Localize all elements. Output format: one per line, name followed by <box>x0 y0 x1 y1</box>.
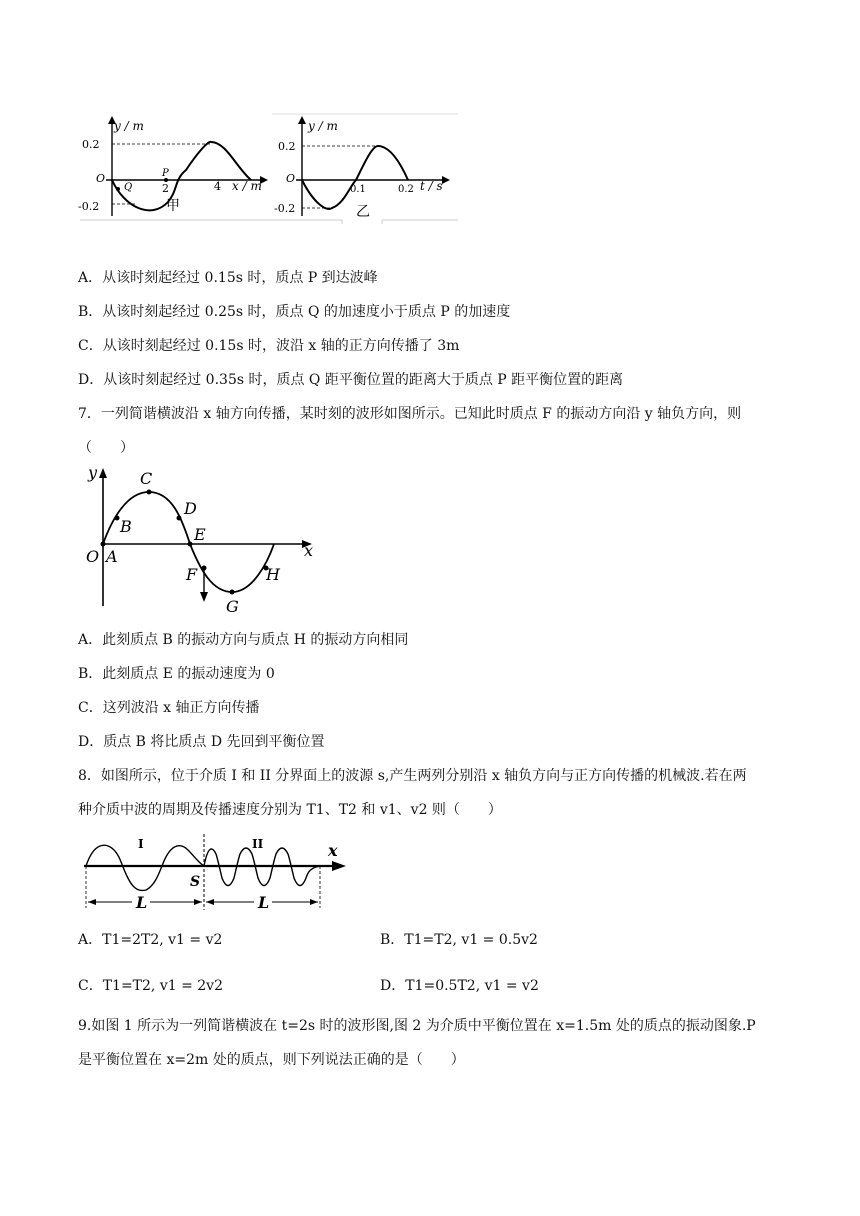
q8-option-d: D．T1=0.5T2, v1 = v2 <box>380 978 539 994</box>
y-axis-label: y <box>88 464 98 482</box>
q7-option-a: A．此刻质点 B 的振动方向与质点 H 的振动方向相同 <box>78 632 409 648</box>
q8-option-b: B．T1=T2, v1 = 0.5v2 <box>380 932 538 948</box>
value-bottom: -0.2 <box>274 202 296 215</box>
figure-7-waveform <box>82 464 322 616</box>
caption-jia: 甲 <box>166 198 180 214</box>
q9-stem-line1: 9.如图 1 所示为一列简谐横波在 t=2s 时的波形图,图 2 为介质中平衡位置在 x=1.5m 处的质点的振动图象.P <box>78 1018 756 1034</box>
point-f-label: F <box>186 565 198 584</box>
figure-8-two-media-waves <box>84 832 348 912</box>
length-l-right: L <box>258 893 270 912</box>
q9-stem-line2: 是平衡位置在 x=2m 处的质点，则下列说法正确的是（ ） <box>78 1052 465 1068</box>
point-e-label: E <box>194 525 206 544</box>
x-axis-label: x <box>304 541 314 560</box>
point-q-label: Q <box>124 182 133 193</box>
q8-stem-line1: 8．如图所示，位于介质 I 和 II 分界面上的波源 s,产生两列分别沿 x 轴负方向与正方向传播的机械波.若在两 <box>78 768 747 784</box>
point-d-label: D <box>184 499 197 518</box>
x-axis-label: x / m <box>232 179 262 193</box>
medium-ii-label: II <box>252 837 264 851</box>
source-s-label: S <box>190 874 201 890</box>
tick-2: 2 <box>162 182 169 195</box>
q6-option-d: D．从该时刻起经过 0.35s 时，质点 Q 距平衡位置的距离大于质点 P 距平衡位置的距离 <box>78 372 624 388</box>
figure-6-jia <box>76 112 272 224</box>
value-bottom: -0.2 <box>78 200 100 213</box>
q8-stem-line2: 种介质中波的周期及传播速度分别为 T1、T2 和 v1、v2 则（ ） <box>78 802 502 818</box>
q7-option-b: B．此刻质点 E 的振动速度为 0 <box>78 666 275 682</box>
y-axis-label: y / m <box>308 119 338 133</box>
figure-6-yi <box>272 112 458 224</box>
q7-option-c: C．这列波沿 x 轴正方向传播 <box>78 700 260 716</box>
q8-option-a: A．T1=2T2, v1 = v2 <box>78 932 223 948</box>
point-b-label: B <box>120 517 132 536</box>
point-g-label: G <box>226 597 239 616</box>
tick-0-2: 0.2 <box>398 184 414 195</box>
q6-option-b: B．从该时刻起经过 0.25s 时，质点 Q 的加速度小于质点 P 的加速度 <box>78 304 511 320</box>
value-top: 0.2 <box>82 138 100 151</box>
y-axis-label: y / m <box>114 119 144 133</box>
tick-4: 4 <box>214 180 221 193</box>
caption-yi: 乙 <box>356 204 370 220</box>
origin-label: O <box>96 172 106 185</box>
tick-0-1: 0.1 <box>350 184 366 195</box>
q6-option-c: C．从该时刻起经过 0.15s 时，波沿 x 轴的正方向传播了 3m <box>78 338 460 354</box>
origin-label: O <box>286 172 296 185</box>
medium-i-label: I <box>138 837 144 851</box>
t-axis-label: t / s <box>420 179 443 193</box>
origin-label: O <box>86 547 100 566</box>
value-top: 0.2 <box>278 140 296 153</box>
length-l-left: L <box>136 893 148 912</box>
q7-option-d: D．质点 B 将比质点 D 先回到平衡位置 <box>78 734 325 750</box>
q8-option-c: C．T1=T2, v1 = 2v2 <box>78 978 224 994</box>
q6-option-a: A．从该时刻起经过 0.15s 时，质点 P 到达波峰 <box>78 270 378 286</box>
point-h-label: H <box>266 565 280 584</box>
x-axis-label: x <box>328 841 338 860</box>
point-p-label: P <box>162 168 169 179</box>
point-a-label: A <box>106 547 118 566</box>
q7-stem-line2: （ ） <box>78 440 134 456</box>
q7-stem-line1: 7．一列简谐横波沿 x 轴方向传播，某时刻的波形如图所示。已知此时质点 F 的振动方向沿 y 轴负方向，则 <box>78 406 742 422</box>
point-c-label: C <box>140 469 153 488</box>
